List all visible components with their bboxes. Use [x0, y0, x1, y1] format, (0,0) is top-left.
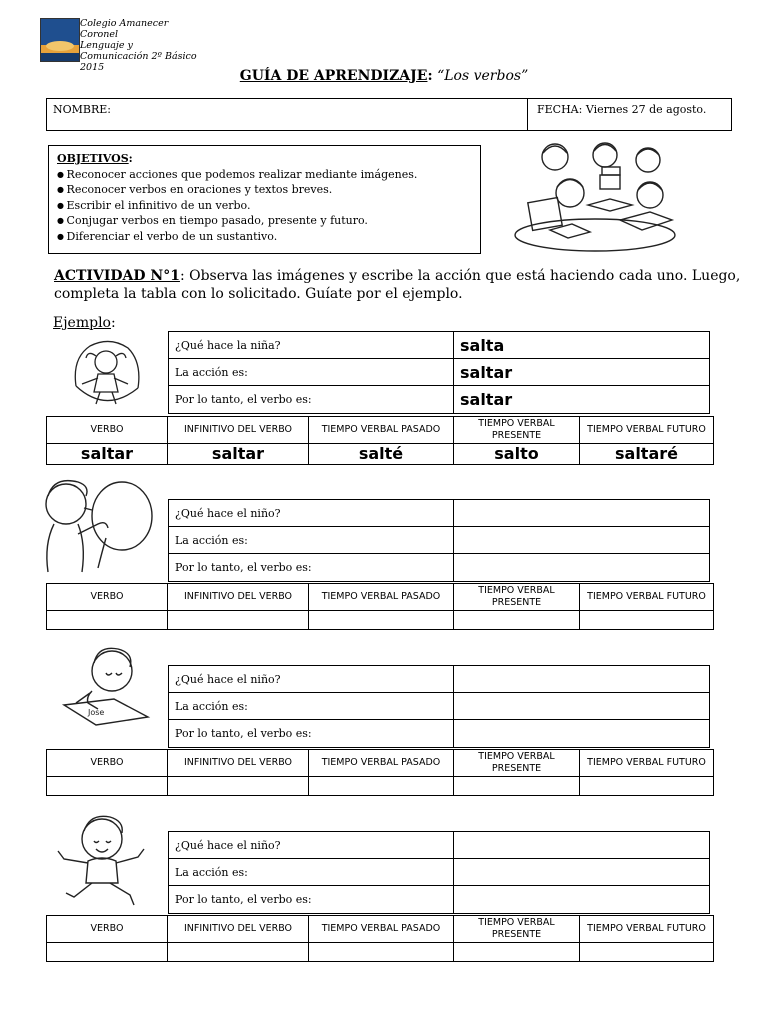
- question-table: [168, 831, 710, 914]
- activity-text: : Observa las imágenes y escribe la acción que está haciendo cada uno. Luego, completa la tabla con lo solicitado. Guíate por el ejemplo.: [54, 268, 741, 302]
- question-cell: La acción es:: [169, 859, 454, 886]
- objectives-colon: :: [128, 152, 133, 165]
- children-reading-illustration: [510, 135, 680, 255]
- verb-value-row: [47, 943, 714, 962]
- verb-value-row: [47, 611, 714, 630]
- verb-header-row: [47, 916, 714, 943]
- verb-header: INFINITIVO DEL VERBO: [168, 417, 309, 444]
- answer-cell[interactable]: saltar: [454, 386, 710, 414]
- school-line: Comunicación 2º Básico: [80, 51, 197, 62]
- verb-table: [46, 416, 714, 465]
- page-title: [0, 68, 768, 84]
- boy-running-illustration: [52, 815, 152, 911]
- verb-table: [46, 915, 714, 962]
- school-line: Lenguaje y: [80, 40, 133, 51]
- verb-header: INFINITIVO DEL VERBO: [168, 750, 309, 777]
- verb-cell[interactable]: [309, 611, 454, 630]
- verb-header: TIEMPO VERBAL PASADO: [309, 750, 454, 777]
- verb-header-row: [47, 417, 714, 444]
- question-cell: La acción es:: [169, 527, 454, 554]
- verb-header: TIEMPO VERBAL FUTURO: [580, 417, 714, 444]
- answer-cell[interactable]: [454, 554, 710, 582]
- verb-header: TIEMPO VERBAL PASADO: [309, 916, 454, 943]
- question-cell: La acción es:: [169, 693, 454, 720]
- name-date-box: [46, 98, 732, 131]
- answer-cell[interactable]: [454, 527, 710, 554]
- activity-label: ACTIVIDAD N°1: [54, 268, 180, 284]
- question-row: [169, 832, 710, 859]
- verb-cell[interactable]: [580, 943, 714, 962]
- verb-cell[interactable]: saltar: [47, 444, 168, 465]
- title-topic: “Los verbos”: [432, 68, 529, 84]
- question-row: [169, 527, 710, 554]
- objectives-title: OBJETIVOS: [57, 152, 129, 165]
- verb-header: VERBO: [47, 750, 168, 777]
- question-row: [169, 359, 710, 386]
- objectives-box: [48, 145, 481, 254]
- question-cell: Por lo tanto, el verbo es:: [169, 720, 454, 748]
- verb-cell[interactable]: [47, 943, 168, 962]
- question-row: [169, 693, 710, 720]
- example-heading: [53, 315, 116, 331]
- answer-cell[interactable]: [454, 666, 710, 693]
- verb-header-row: [47, 584, 714, 611]
- answer-cell[interactable]: saltar: [454, 359, 710, 386]
- verb-header: INFINITIVO DEL VERBO: [168, 584, 309, 611]
- question-row: [169, 720, 710, 748]
- verb-header: TIEMPO VERBAL FUTURO: [580, 916, 714, 943]
- question-cell: ¿Qué hace el niño?: [169, 832, 454, 859]
- question-row: [169, 666, 710, 693]
- title-colon: :: [427, 68, 433, 84]
- name-label: NOMBRE:: [53, 103, 112, 116]
- school-line: 2015: [80, 62, 105, 73]
- verb-cell[interactable]: [168, 943, 309, 962]
- verb-value-row: [47, 444, 714, 465]
- title-main: GUÍA DE APRENDIZAJE: [239, 68, 428, 84]
- verb-cell[interactable]: [47, 777, 168, 796]
- verb-table: [46, 583, 714, 630]
- verb-header: VERBO: [47, 916, 168, 943]
- date-label: FECHA: Viernes 27 de agosto.: [537, 103, 707, 116]
- svg-text:Jose: Jose: [88, 708, 105, 717]
- question-cell: Por lo tanto, el verbo es:: [169, 554, 454, 582]
- objective-item: ● Diferenciar el verbo de un sustantivo.: [57, 229, 472, 245]
- example-colon: :: [111, 315, 116, 331]
- question-cell: ¿Qué hace el niño?: [169, 666, 454, 693]
- verb-header: TIEMPO VERBAL PRESENTE: [454, 417, 580, 444]
- verb-header: TIEMPO VERBAL PRESENTE: [454, 916, 580, 943]
- question-cell: Por lo tanto, el verbo es:: [169, 886, 454, 914]
- verb-cell[interactable]: [309, 777, 454, 796]
- verb-cell[interactable]: [309, 943, 454, 962]
- verb-cell[interactable]: [168, 611, 309, 630]
- verb-cell[interactable]: [454, 777, 580, 796]
- objective-item: ● Reconocer verbos en oraciones y textos breves.: [57, 182, 472, 198]
- answer-cell[interactable]: [454, 693, 710, 720]
- divider: [527, 99, 528, 130]
- answer-cell[interactable]: [454, 859, 710, 886]
- question-cell: Por lo tanto, el verbo es:: [169, 386, 454, 414]
- verb-cell[interactable]: saltaré: [580, 444, 714, 465]
- question-row: [169, 332, 710, 359]
- objective-item: ● Reconocer acciones que podemos realizar mediante imágenes.: [57, 167, 472, 183]
- verb-header: TIEMPO VERBAL PRESENTE: [454, 750, 580, 777]
- answer-cell[interactable]: [454, 832, 710, 859]
- school-line: Coronel: [80, 29, 119, 40]
- verb-header: VERBO: [47, 417, 168, 444]
- verb-header: TIEMPO VERBAL FUTURO: [580, 750, 714, 777]
- verb-header: TIEMPO VERBAL PASADO: [309, 417, 454, 444]
- verb-header: TIEMPO VERBAL PRESENTE: [454, 584, 580, 611]
- question-cell: ¿Qué hace el niño?: [169, 500, 454, 527]
- school-logo: [40, 18, 80, 62]
- objective-item: ● Escribir el infinitivo de un verbo.: [57, 198, 472, 214]
- boy-blowing-balloon-illustration: [34, 478, 154, 574]
- verb-header: TIEMPO VERBAL PASADO: [309, 584, 454, 611]
- answer-cell[interactable]: salta: [454, 332, 710, 359]
- verb-cell[interactable]: [454, 611, 580, 630]
- answer-cell[interactable]: [454, 886, 710, 914]
- verb-cell[interactable]: [580, 777, 714, 796]
- school-line: Colegio Amanecer: [80, 18, 169, 29]
- objective-item: ● Conjugar verbos en tiempo pasado, presente y futuro.: [57, 213, 472, 229]
- verb-cell[interactable]: [47, 611, 168, 630]
- question-row: [169, 386, 710, 414]
- verb-header: VERBO: [47, 584, 168, 611]
- answer-cell[interactable]: [454, 720, 710, 748]
- verb-cell[interactable]: [454, 943, 580, 962]
- question-table: [168, 499, 710, 582]
- question-row: [169, 886, 710, 914]
- verb-value-row: [47, 777, 714, 796]
- verb-header-row: [47, 750, 714, 777]
- verb-cell[interactable]: saltar: [168, 444, 309, 465]
- verb-cell[interactable]: [580, 611, 714, 630]
- verb-cell[interactable]: [168, 777, 309, 796]
- question-table: [168, 331, 710, 414]
- boy-writing-illustration: [62, 645, 152, 727]
- girl-jumping-rope-illustration: [70, 338, 145, 410]
- activity-instructions: [54, 267, 754, 303]
- example-label: Ejemplo: [53, 315, 111, 331]
- verb-header: INFINITIVO DEL VERBO: [168, 916, 309, 943]
- question-row: [169, 554, 710, 582]
- question-row: [169, 500, 710, 527]
- verb-cell[interactable]: salto: [454, 444, 580, 465]
- verb-cell[interactable]: salté: [309, 444, 454, 465]
- verb-table: [46, 749, 714, 796]
- school-info: [80, 18, 240, 73]
- question-cell: ¿Qué hace la niña?: [169, 332, 454, 359]
- question-row: [169, 859, 710, 886]
- question-table: [168, 665, 710, 748]
- answer-cell[interactable]: [454, 500, 710, 527]
- verb-header: TIEMPO VERBAL FUTURO: [580, 584, 714, 611]
- question-cell: La acción es:: [169, 359, 454, 386]
